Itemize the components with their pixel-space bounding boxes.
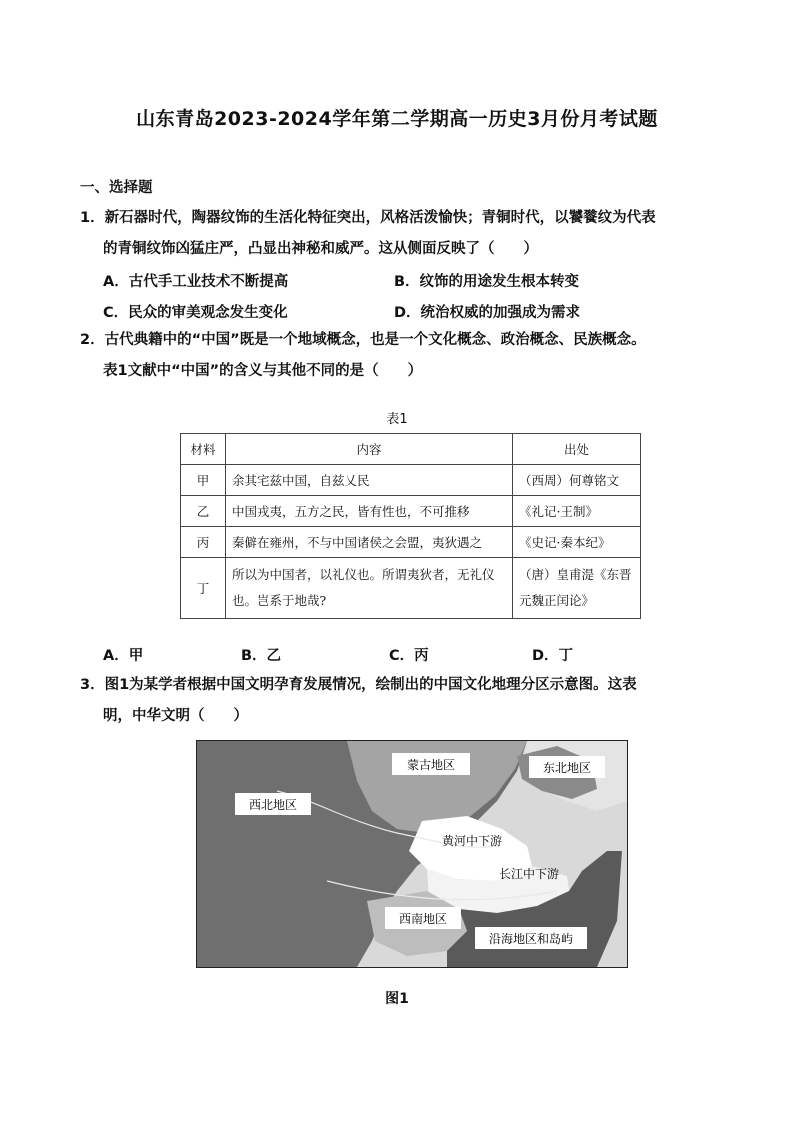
row-content: 余其宅兹中国，自兹乂民 bbox=[226, 465, 513, 496]
row-content: 秦僻在雍州，不与中国诸侯之会盟，夷狄遇之 bbox=[226, 527, 513, 558]
map-label-northwest: 西北地区 bbox=[248, 798, 298, 812]
cultural-region-map bbox=[196, 740, 628, 968]
row-material: 乙 bbox=[181, 496, 226, 527]
header-source: 出处 bbox=[513, 434, 641, 465]
table-caption: 表1 bbox=[386, 412, 408, 427]
question-1-option-b: B．纹饰的用途发生根本转变 bbox=[394, 274, 580, 290]
question-3-line-2: 明，中华文明（ ） bbox=[103, 708, 248, 724]
header-material: 材料 bbox=[181, 434, 226, 465]
map-label-southwest: 西南地区 bbox=[398, 912, 448, 926]
row-content: 所以为中国者，以礼仪也。所谓夷狄者，无礼仪也。岂系于地哉? bbox=[226, 558, 513, 619]
table-header-row bbox=[181, 434, 641, 465]
question-1-line-2: 的青铜纹饰凶猛庄严，凸显出神秘和威严。这从侧面反映了（ ） bbox=[103, 241, 538, 257]
question-2-line-2: 表1文献中“中国”的含义与其他不同的是（ ） bbox=[103, 363, 423, 379]
table-row bbox=[181, 496, 641, 527]
table-1 bbox=[180, 433, 641, 619]
row-source: （唐）皇甫湜《东晋元魏正闰论》 bbox=[513, 558, 641, 619]
table-row bbox=[181, 465, 641, 496]
row-source: 《礼记·王制》 bbox=[513, 496, 641, 527]
question-1-line-1: 1．新石器时代，陶器纹饰的生活化特征突出，风格活泼愉快；青铜时代，以饕餮纹为代表 bbox=[80, 210, 656, 226]
header-content: 内容 bbox=[226, 434, 513, 465]
question-3-line-1: 3．图1为某学者根据中国文明孕育发展情况，绘制出的中国文化地理分区示意图。这表 bbox=[80, 677, 637, 693]
question-1-option-c: C．民众的审美观念发生变化 bbox=[103, 305, 288, 321]
table-row bbox=[181, 558, 641, 619]
figure-caption: 图1 bbox=[385, 991, 409, 1007]
row-source: 《史记·秦本纪》 bbox=[513, 527, 641, 558]
question-2-line-1: 2．古代典籍中的“中国”既是一个地域概念，也是一个文化概念、政治概念、民族概念。 bbox=[80, 332, 646, 348]
question-1-option-a: A．古代手工业技术不断提高 bbox=[103, 274, 289, 290]
question-2-option-a: A．甲 bbox=[103, 648, 144, 664]
question-2-option-b: B．乙 bbox=[241, 648, 282, 664]
row-material: 甲 bbox=[181, 465, 226, 496]
page-title: 山东青岛2023-2024学年第二学期高一历史3月份月考试题 bbox=[136, 108, 658, 130]
row-material: 丁 bbox=[181, 558, 226, 619]
row-content: 中国戎夷，五方之民，皆有性也，不可推移 bbox=[226, 496, 513, 527]
question-2-option-c: C．丙 bbox=[389, 648, 429, 664]
map-label-coastal: 沿海地区和岛屿 bbox=[488, 932, 574, 946]
row-source: （西周）何尊铭文 bbox=[513, 465, 641, 496]
map-label-yangtze: 长江中下游 bbox=[498, 867, 560, 881]
section-heading: 一、选择题 bbox=[80, 180, 153, 196]
question-2-option-d: D．丁 bbox=[532, 648, 574, 664]
map-drawing bbox=[197, 741, 627, 967]
map-label-mongolia: 蒙古地区 bbox=[406, 758, 456, 772]
table-row bbox=[181, 527, 641, 558]
question-1-option-d: D．统治权威的加强成为需求 bbox=[394, 305, 581, 321]
row-material: 丙 bbox=[181, 527, 226, 558]
map-label-yellow-river: 黄河中下游 bbox=[441, 834, 503, 848]
map-label-northeast: 东北地区 bbox=[542, 761, 592, 775]
